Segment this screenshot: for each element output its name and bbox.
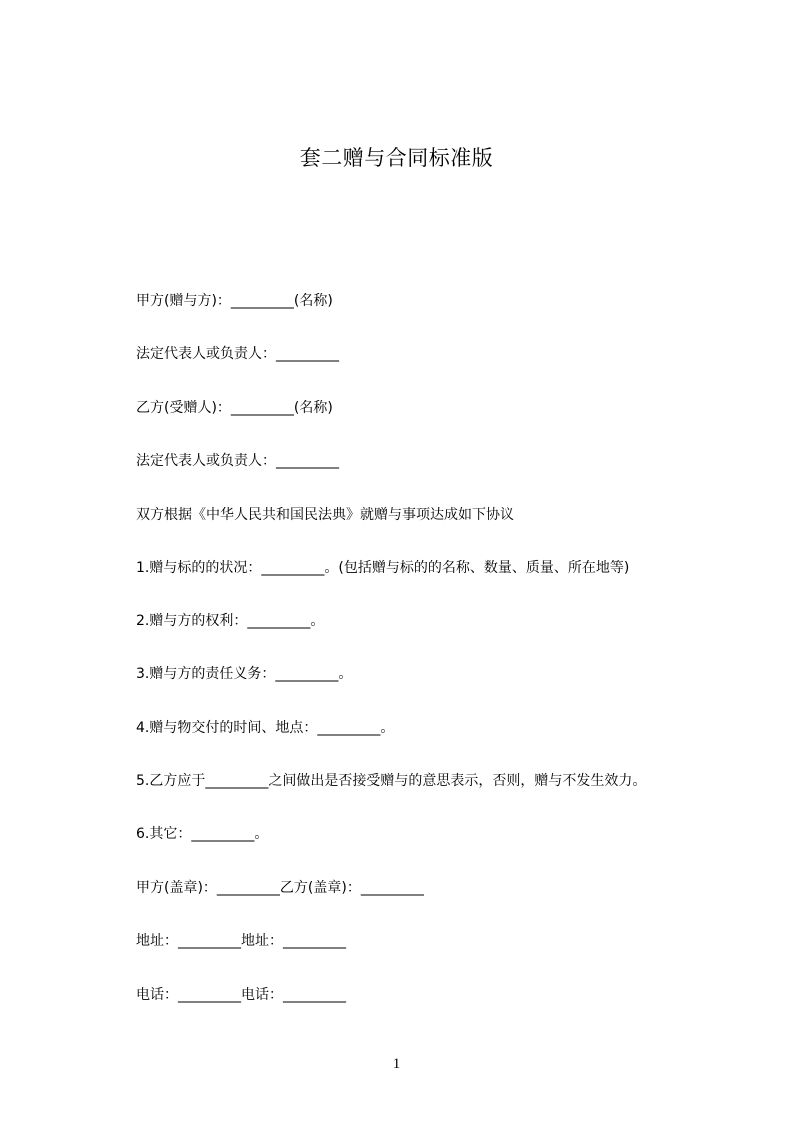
clause-2: 2.赠与方的权利：_________。 xyxy=(136,613,325,629)
party-a-line: 甲方(赠与方)：_________(名称) xyxy=(136,293,333,309)
agreement-intro: 双方根据《中华人民共和国民法典》就赠与事项达成如下协议 xyxy=(136,507,514,523)
clause-5: 5.乙方应于_________之间做出是否接受赠与的意思表示，否则，赠与不发生效力。 xyxy=(136,773,647,789)
phone-line: 电话：_________电话：_________ xyxy=(136,987,346,1003)
address-line: 地址：_________地址：_________ xyxy=(136,933,346,949)
party-b-representative-line: 法定代表人或负责人：_________ xyxy=(136,453,339,469)
page-number: 1 xyxy=(392,1056,401,1072)
clause-6: 6.其它：_________。 xyxy=(136,826,269,842)
party-b-line: 乙方(受赠人)：_________(名称) xyxy=(136,400,333,416)
clause-1: 1.赠与标的的状况：_________。(包括赠与标的的名称、数量、质量、所在地等) xyxy=(136,560,630,576)
party-a-representative-line: 法定代表人或负责人：_________ xyxy=(136,346,339,362)
clause-4: 4.赠与物交付的时间、地点：_________。 xyxy=(136,720,395,736)
clause-3: 3.赠与方的责任义务：_________。 xyxy=(136,666,353,682)
document-title: 套二赠与合同标准版 xyxy=(299,146,494,170)
seal-line: 甲方(盖章)：_________乙方(盖章)：_________ xyxy=(136,880,424,896)
